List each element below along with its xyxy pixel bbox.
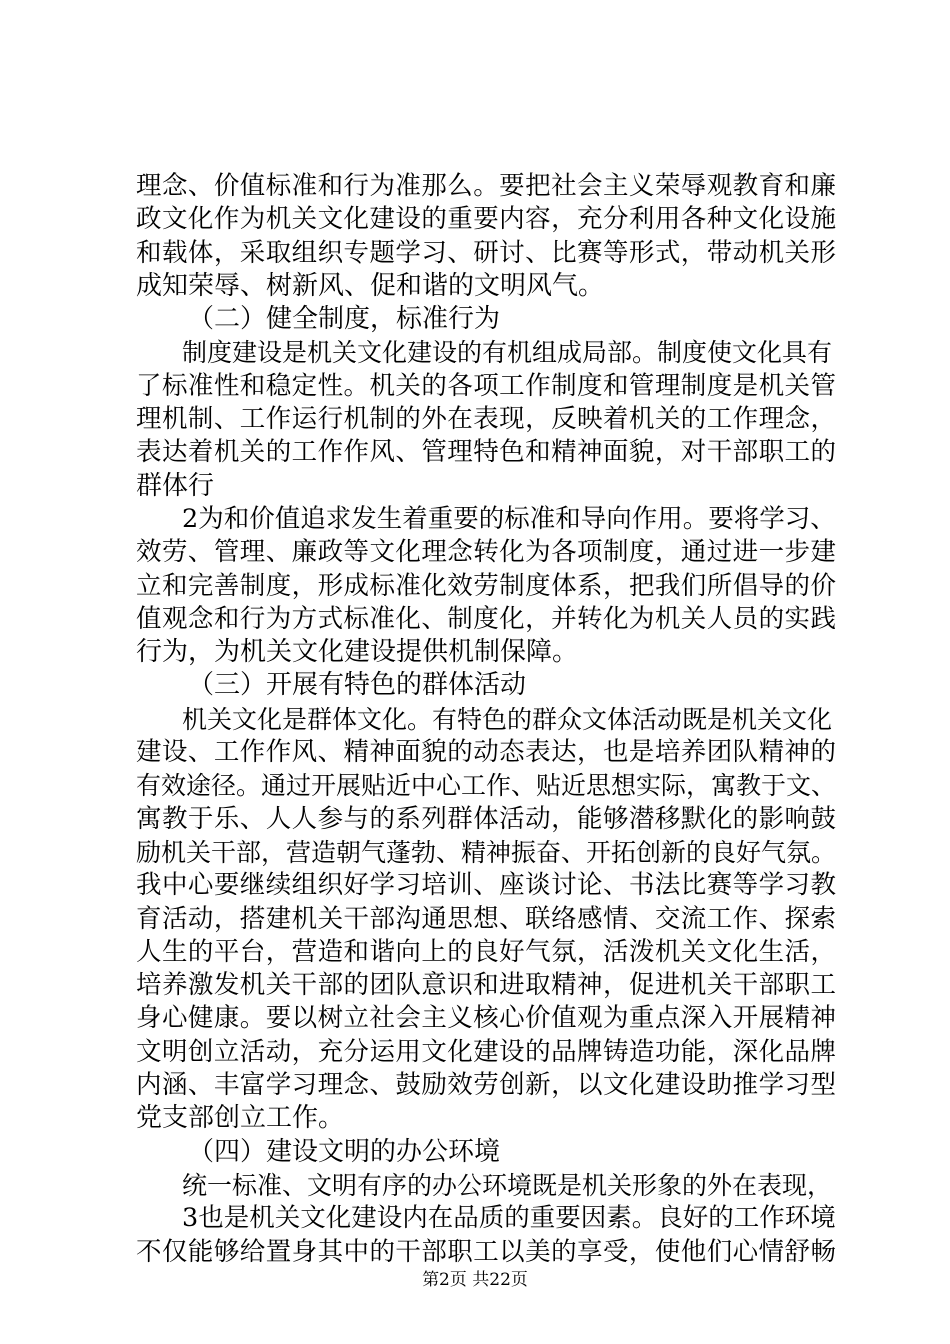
text-line: 寓教于乐、人人参与的系列群体活动，能够潜移默化的影响鼓 [136,803,836,834]
text-line: 效劳、管理、廉政等文化理念转化为各项制度，通过进一步建 [136,537,836,568]
text-line: 立和完善制度，形成标准化效劳制度体系，把我们所倡导的价 [136,570,836,601]
text-line: 内涵、丰富学习理念、鼓励效劳创新，以文化建设助推学习型 [136,1070,836,1101]
text-line: 有效途径。通过开展贴近中心工作、贴近思想实际，寓教于文、 [136,771,837,801]
text-line: 培养激发机关干部的团队意识和进取精神，促进机关干部职工 [136,970,836,1001]
text-line: 和载体，采取组织专题学习、研讨、比赛等形式，带动机关形 [136,237,836,268]
text-line: 统一标准、文明有序的办公环境既是机关形象的外在表现， [182,1170,833,1200]
text-line: 不仅能够给置身其中的干部职工以美的享受，使他们心情舒畅 [136,1236,836,1267]
text-line: 3也是机关文化建设内在品质的重要因素。良好的工作环境 [182,1203,836,1234]
text-line: 理机制、工作运行机制的外在表现，反映着机关的工作理念， [136,404,836,435]
section-heading-4: （四）建设文明的办公环境 [188,1136,501,1167]
text-line: 我中心要继续组织好学习培训、座谈讨论、书法比赛等学习教 [136,870,836,901]
text-line: 表达着机关的工作作风、管理特色和精神面貌，对干部职工的 [136,437,836,468]
section-heading-3: （三）开展有特色的群体活动 [188,670,527,701]
text-line: 文明创立活动，充分运用文化建设的品牌铸造功能，深化品牌 [136,1036,836,1067]
text-line: 党支部创立工作。 [136,1103,345,1134]
text-line: 理念、价值标准和行为准那么。要把社会主义荣辱观教育和廉 [136,171,836,201]
text-line: 建设、工作作风、精神面貌的动态表达，也是培养团队精神的 [136,737,836,768]
page-number-footer: 第2页 共22页 [422,1270,528,1290]
document-body [136,170,836,1269]
text-line: 行为，为机关文化建设提供机制保障。 [136,637,579,668]
text-line: 成知荣辱、树新风、促和谐的文明风气。 [136,270,605,301]
text-line: 育活动，搭建机关干部沟通思想、联络感情、交流工作、探索 [136,903,836,934]
text-line: 2为和价值追求发生着重要的标准和导向作用。要将学习、 [182,503,836,534]
text-line: 人生的平台，营造和谐向上的良好气氛，活泼机关文化生活， [136,936,836,967]
section-heading-2: （二）健全制度，标准行为 [188,304,501,335]
text-line: 制度建设是机关文化建设的有机组成局部。制度使文化具有 [182,338,833,368]
text-line: 政文化作为机关文化建设的重要内容，充分利用各种文化设施 [136,204,836,235]
text-line: 机关文化是群体文化。有特色的群众文体活动既是机关文化 [182,704,833,734]
text-line: 值观念和行为方式标准化、制度化，并转化为机关人员的实践 [136,603,836,634]
text-line: 了标准性和稳定性。机关的各项工作制度和管理制度是机关管 [136,370,836,401]
text-line: 励机关干部，营造朝气蓬勃、精神振奋、开拓创新的良好气氛。 [136,837,837,867]
text-line: 身心健康。要以树立社会主义核心价值观为重点深入开展精神 [136,1003,836,1034]
text-line: 群体行 [136,470,215,501]
